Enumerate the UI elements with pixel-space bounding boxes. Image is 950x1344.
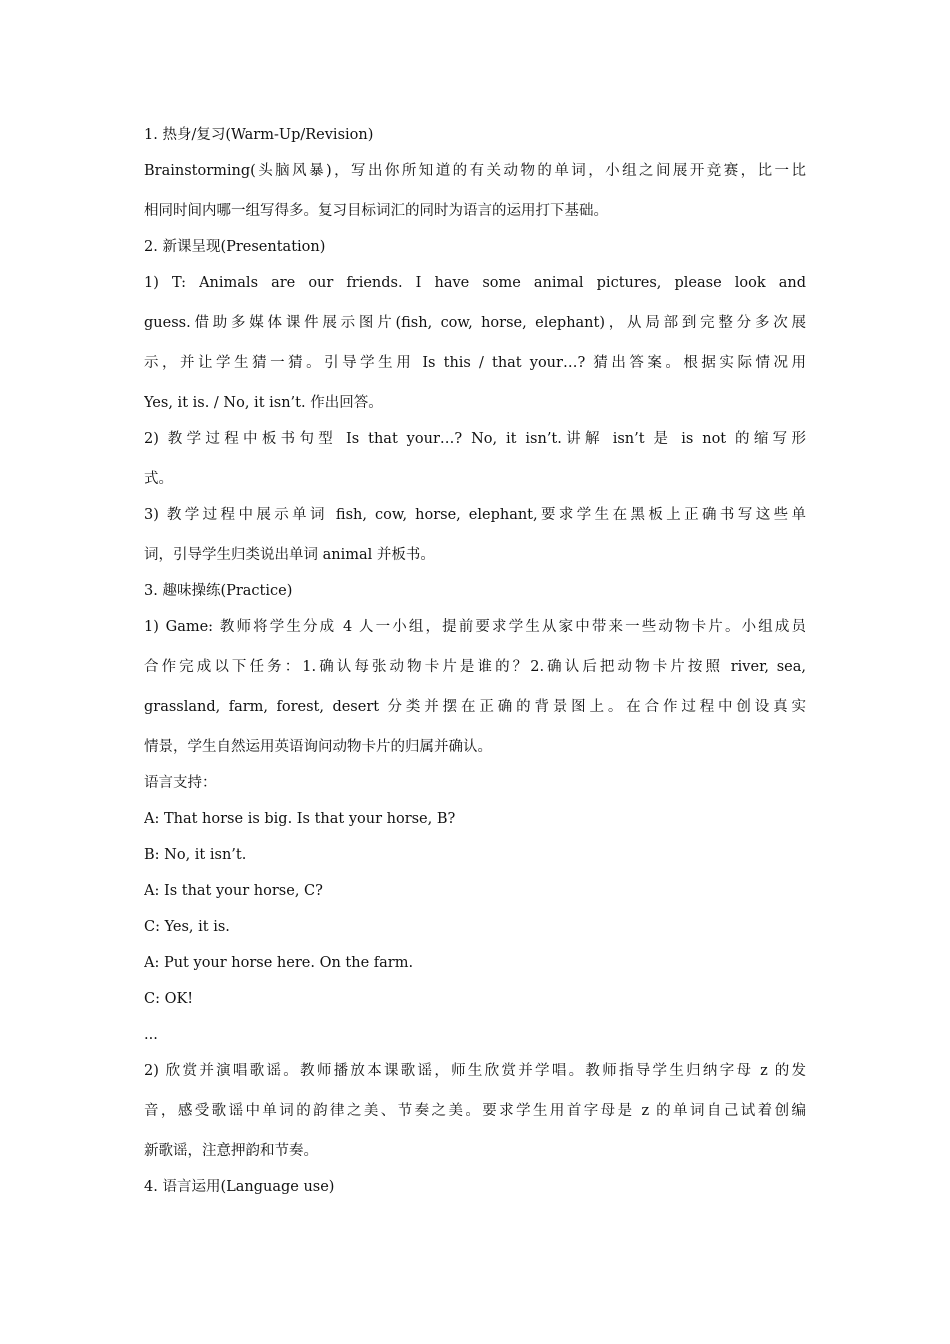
dialog-line: A: Put your horse here. On the farm. [144, 955, 414, 971]
section-2-heading: 2. 新课呈现(Presentation) [144, 239, 326, 255]
section-3-heading: 3. 趣味操练(Practice) [144, 583, 293, 599]
section-2-paragraph-line: 式。 [144, 471, 173, 487]
section-2-paragraph-line: guess.借助多媒体课件展示图片(fish, cow, horse, elephant)，从局部到完整分多次展 [144, 315, 806, 331]
dialog-line: C: OK! [144, 991, 194, 1007]
dialog-line: A: That horse is big. Is that your horse, B? [144, 811, 456, 827]
section-1-paragraph-line: Brainstorming(头脑风暴)，写出你所知道的有关动物的单词，小组之间展开竞赛，比一比 [144, 163, 806, 179]
section-2-paragraph-line: 示，并让学生猜一猜。引导学生用 Is this / that your…? 猜出答案。根据实际情况用 [144, 355, 806, 371]
section-2-paragraph-line: 2) 教学过程中板书句型 Is that your…? No, it isn’t.讲解 isn’t 是 is not 的缩写形 [144, 431, 806, 447]
section-2-paragraph-line: Yes, it is. / No, it isn’t. 作出回答。 [144, 395, 383, 411]
section-3-paragraph-line: 合作完成以下任务：1.确认每张动物卡片是谁的？2.确认后把动物卡片按照 river, sea, [144, 659, 806, 675]
section-1-heading: 1. 热身/复习(Warm-Up/Revision) [144, 127, 374, 143]
section-2-paragraph-line: 词，引导学生归类说出单词 animal 并板书。 [144, 547, 435, 563]
section-3-paragraph-line: 2) 欣赏并演唱歌谣。教师播放本课歌谣，师生欣赏并学唱。教师指导学生归纳字母 z 的发 [144, 1063, 806, 1079]
section-1-paragraph-line: 相同时间内哪一组写得多。复习目标词汇的同时为语言的运用打下基础。 [144, 203, 608, 219]
section-3-paragraph-line: 1) Game: 教师将学生分成 4 人一小组，提前要求学生从家中带来一些动物卡片。小组成员 [144, 619, 806, 635]
section-2-paragraph-line: 3) 教学过程中展示单词 fish, cow, horse, elephant,要求学生在黑板上正确书写这些单 [144, 507, 806, 523]
dialog-ellipsis: ... [144, 1027, 158, 1043]
dialog-line: A: Is that your horse, C? [144, 883, 323, 899]
section-3-paragraph-line: grassland, farm, forest, desert 分类并摆在正确的背景图上。在合作过程中创设真实 [144, 699, 806, 715]
section-3-paragraph-line: 音，感受歌谣中单词的韵律之美、节奏之美。要求学生用首字母是 z 的单词自己试着创编 [144, 1103, 806, 1119]
dialog-line: C: Yes, it is. [144, 919, 230, 935]
dialog-line: B: No, it isn’t. [144, 847, 247, 863]
section-4-heading: 4. 语言运用(Language use) [144, 1179, 335, 1195]
language-support-label: 语言支持： [144, 775, 217, 791]
document-page [144, 125, 806, 1197]
section-3-paragraph-line: 新歌谣，注意押韵和节奏。 [144, 1143, 318, 1159]
section-2-paragraph-line: 1) T: Animals are our friends. I have some animal pictures, please look and [144, 275, 806, 291]
section-3-paragraph-line: 情景，学生自然运用英语询问动物卡片的归属并确认。 [144, 739, 492, 755]
